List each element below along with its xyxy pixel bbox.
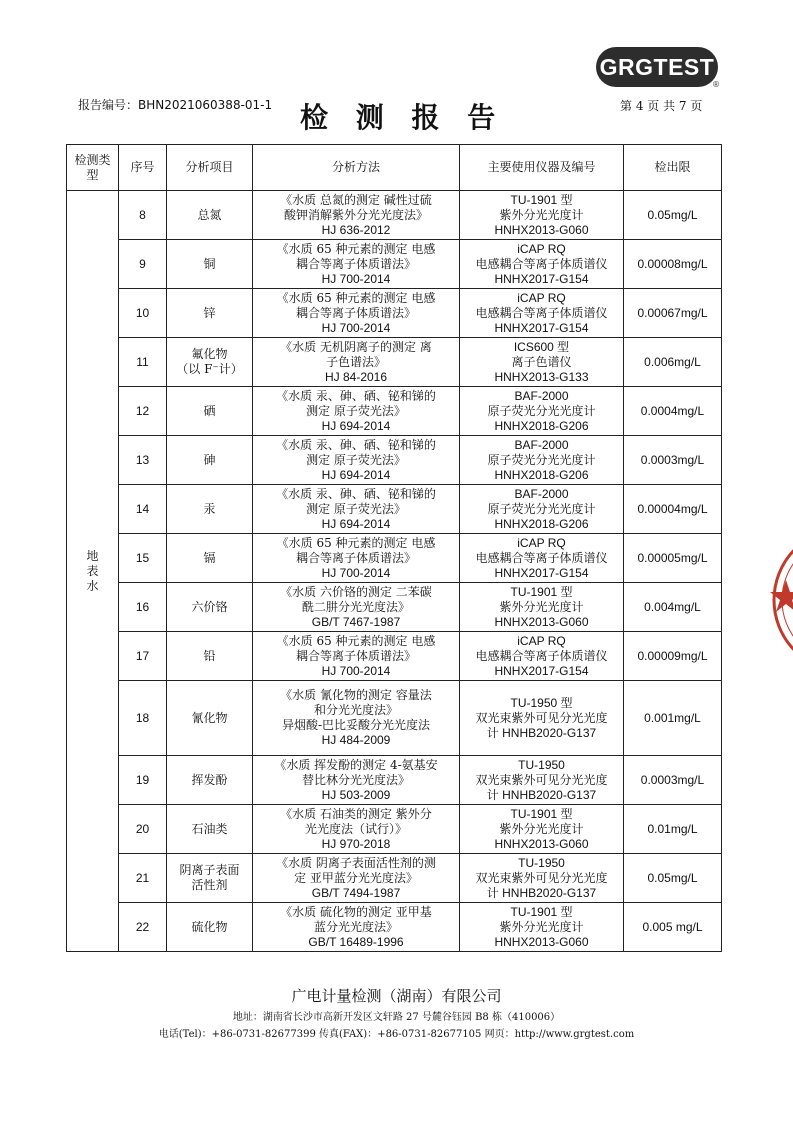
table-row: [67, 338, 722, 387]
instrument-info: [460, 681, 624, 756]
instrument-info: [460, 805, 624, 854]
instrument-id: HNHX2013-G133: [494, 369, 589, 384]
instrument-name: 电感耦合等离子体质谱仪: [475, 305, 608, 320]
instrument-id: HNHX2017-G154: [494, 271, 589, 286]
instrument-model: TU-1901 型: [510, 904, 573, 919]
instrument-name: 紫外分光光度计: [499, 599, 584, 614]
analysis-item: [167, 681, 253, 756]
analysis-method: [253, 485, 460, 534]
instrument-id: HNHX2018-G206: [494, 467, 589, 482]
analysis-method: [253, 632, 460, 681]
instrument-info: [460, 583, 624, 632]
instrument-id: HNHX2013-G060: [494, 934, 589, 949]
item-name: 汞: [203, 501, 216, 516]
table-row: [67, 854, 722, 903]
analysis-item: [167, 289, 253, 338]
item-name: 氰化物: [191, 710, 228, 725]
seal-icon: [766, 530, 793, 670]
instrument-id: HNHX2017-G154: [494, 663, 589, 678]
analysis-method: [253, 240, 460, 289]
instrument-model: TU-1901 型: [510, 806, 573, 821]
item-name-note: 活性剂: [191, 878, 228, 892]
analysis-item: [167, 854, 253, 903]
item-name: 砷: [203, 452, 216, 467]
method-line: HJ 700-2014: [321, 565, 391, 580]
detection-limit: 0.01mg/L: [624, 805, 722, 854]
instrument-name: 电感耦合等离子体质谱仪: [475, 550, 608, 565]
table-row: [67, 387, 722, 436]
instrument-model: iCAP RQ: [517, 241, 566, 256]
analysis-item: [167, 240, 253, 289]
method-standard: HJ 484-2009: [321, 733, 391, 747]
analysis-method: [253, 191, 460, 240]
instrument-info: [460, 338, 624, 387]
method-line: 和分光光度法》: [313, 703, 398, 717]
method-line: HJ 700-2014: [321, 663, 391, 678]
method-line: 定 亚甲蓝分光光度法》: [294, 870, 418, 885]
method-line: 《水质 硫化物的测定 亚甲基: [280, 904, 432, 919]
method-line: GB/T 7494-1987: [311, 885, 401, 900]
method-line: 《水质 挥发酚的测定 4-氨基安: [274, 757, 438, 772]
method-line: 《水质 65 种元素的测定 电感: [276, 241, 436, 256]
row-number: 17: [119, 632, 167, 681]
instrument-name: 双光束紫外可见分光光度: [475, 772, 608, 787]
analysis-method: [253, 338, 460, 387]
item-name: 硒: [203, 403, 216, 418]
analysis-item: [167, 805, 253, 854]
analysis-item: [167, 485, 253, 534]
item-name: 铅: [203, 648, 216, 663]
header-item: 分析项目: [167, 145, 253, 191]
method-line: 酰二肼分光光度法》: [301, 599, 410, 614]
method-line: GB/T 7467-1987: [311, 614, 401, 629]
item-name: 石油类: [191, 821, 228, 836]
detection-limit: 0.00067mg/L: [624, 289, 722, 338]
analysis-item: [167, 583, 253, 632]
method-line: 《水质 总氮的测定 碱性过硫: [280, 192, 432, 207]
header-index: 序号: [119, 145, 167, 191]
item-name: 六价铬: [191, 599, 228, 614]
instrument-model: TU-1950: [518, 757, 565, 772]
analysis-item: [167, 436, 253, 485]
table-row: [67, 485, 722, 534]
company-name: 广电计量检测（湖南）有限公司: [291, 987, 502, 1005]
instrument-name: 离子色谱仪: [511, 354, 572, 369]
instrument-name: 原子荧光分光光度计: [487, 501, 596, 516]
instrument-model: TU-1950 型: [510, 695, 573, 710]
detection-limit: 0.00005mg/L: [624, 534, 722, 583]
instrument-info: [460, 436, 624, 485]
instrument-name: 原子荧光分光光度计: [487, 403, 596, 418]
row-number: 10: [119, 289, 167, 338]
instrument-id: HNHX2018-G206: [494, 516, 589, 531]
instrument-info: [460, 289, 624, 338]
method-line: 《水质 65 种元素的测定 电感: [276, 290, 436, 305]
method-line: 《水质 氰化物的测定 容量法: [280, 688, 432, 702]
analysis-method: [253, 436, 460, 485]
instrument-id: HNHX2013-G060: [494, 836, 589, 851]
instrument-info: [460, 756, 624, 805]
table-body: [67, 191, 722, 952]
analysis-item: [167, 534, 253, 583]
row-number: 8: [119, 191, 167, 240]
table-row: [67, 756, 722, 805]
page-indicator: 第 4 页 共 7 页: [620, 99, 703, 113]
analysis-item: [167, 632, 253, 681]
item-name: 铜: [203, 256, 216, 271]
row-number: 21: [119, 854, 167, 903]
detection-limit: 0.005 mg/L: [624, 903, 722, 952]
method-line: 《水质 汞、砷、硒、铋和锑的: [276, 437, 436, 452]
table-row: [67, 903, 722, 952]
instrument-model: TU-1901 型: [510, 584, 573, 599]
table-row: [67, 632, 722, 681]
detection-limit: 0.00009mg/L: [624, 632, 722, 681]
instrument-id: HNHX2013-G060: [494, 614, 589, 629]
table-row: [67, 681, 722, 756]
analysis-method: [253, 854, 460, 903]
instrument-info: [460, 485, 624, 534]
instrument-id: 计 HNHB2020-G137: [486, 885, 597, 900]
instrument-id: HNHX2017-G154: [494, 565, 589, 580]
header-limit: 检出限: [624, 145, 722, 191]
instrument-info: [460, 240, 624, 289]
method-line: 酸钾消解紫外分光光度法》: [283, 207, 428, 222]
instrument-model: iCAP RQ: [517, 535, 566, 550]
item-name: 总氮: [197, 207, 222, 222]
instrument-model: TU-1901 型: [510, 192, 573, 207]
method-line: 《水质 阴离子表面活性剂的测: [276, 855, 436, 870]
analysis-method: [253, 534, 460, 583]
analysis-method: [253, 805, 460, 854]
method-line: 《水质 汞、砷、硒、铋和锑的: [276, 388, 436, 403]
table-row: [67, 534, 722, 583]
row-number: 16: [119, 583, 167, 632]
official-seal-fragment: [766, 530, 793, 670]
table-row: [67, 805, 722, 854]
row-number: 11: [119, 338, 167, 387]
header-method: 分析方法: [253, 145, 460, 191]
item-name: 氟化物: [191, 347, 228, 361]
instrument-model: iCAP RQ: [517, 633, 566, 648]
page-title: 检 测 报 告: [300, 101, 505, 134]
company-address: 地址：湖南省长沙市高新开发区文轩路 27 号麓谷钰园 B8 栋（410006）: [232, 1012, 561, 1023]
instrument-info: [460, 534, 624, 583]
method-line: HJ 694-2014: [321, 467, 391, 482]
instrument-id: 计 HNHB2020-G137: [486, 787, 597, 802]
instrument-model: BAF-2000: [514, 437, 569, 452]
company-contact: 电话(Tel)：+86-0731-82677399 传真(FAX)：+86-0731-82677105 网页：http://www.grgtest.com: [158, 1029, 635, 1040]
method-line: 《水质 无机阴离子的测定 离: [280, 339, 432, 354]
instrument-name: 双光束紫外可见分光光度: [475, 870, 608, 885]
method-line: 《水质 65 种元素的测定 电感: [276, 633, 436, 648]
method-line: HJ 84-2016: [324, 369, 388, 384]
method-line: 《水质 汞、砷、硒、铋和锑的: [276, 486, 436, 501]
category-cell: [67, 191, 119, 952]
item-name: 镉: [203, 550, 216, 565]
detection-limit: 0.0003mg/L: [624, 756, 722, 805]
instrument-name: 紫外分光光度计: [499, 821, 584, 836]
analysis-item: [167, 756, 253, 805]
company-logo: GRGTEST: [596, 47, 718, 87]
method-line: 《水质 六价铬的测定 二苯碳: [280, 584, 432, 599]
registered-mark: ®: [712, 80, 720, 89]
instrument-model: BAF-2000: [514, 388, 569, 403]
row-number: 13: [119, 436, 167, 485]
table-header-row: [67, 145, 722, 191]
header-instrument: 主要使用仪器及编号: [460, 145, 624, 191]
header-category: 检测类型: [67, 145, 119, 191]
detection-limit: 0.001mg/L: [624, 681, 722, 756]
instrument-name: 电感耦合等离子体质谱仪: [475, 256, 608, 271]
instrument-info: [460, 854, 624, 903]
method-line: HJ 694-2014: [321, 516, 391, 531]
detection-limit: 0.0003mg/L: [624, 436, 722, 485]
method-line: 蓝分光光度法》: [313, 919, 398, 934]
analysis-method: [253, 387, 460, 436]
row-number: 15: [119, 534, 167, 583]
row-number: 12: [119, 387, 167, 436]
method-line: HJ 694-2014: [321, 418, 391, 433]
method-line: GB/T 16489-1996: [308, 934, 404, 949]
instrument-name: 紫外分光光度计: [499, 207, 584, 222]
item-name: 锌: [203, 305, 216, 320]
analysis-method: [253, 583, 460, 632]
row-number: 14: [119, 485, 167, 534]
detection-limit: 0.00008mg/L: [624, 240, 722, 289]
test-method-table: [66, 144, 722, 952]
method-line: 替比林分光光度法》: [301, 772, 410, 787]
row-number: 9: [119, 240, 167, 289]
method-line: 耦合等离子体质谱法》: [295, 550, 416, 565]
analysis-item: [167, 338, 253, 387]
row-number: 19: [119, 756, 167, 805]
detection-limit: 0.0004mg/L: [624, 387, 722, 436]
method-line: 子色谱法》: [325, 354, 386, 369]
detection-limit: 0.00004mg/L: [624, 485, 722, 534]
instrument-name: 双光束紫外可见分光光度: [475, 710, 608, 725]
instrument-model: BAF-2000: [514, 486, 569, 501]
instrument-name: 原子荧光分光光度计: [487, 452, 596, 467]
item-name-note: （以 F⁻计）: [176, 362, 243, 376]
detection-limit: 0.05mg/L: [624, 191, 722, 240]
instrument-model: iCAP RQ: [517, 290, 566, 305]
method-line: 测定 原子荧光法》: [306, 501, 406, 516]
instrument-id: HNHX2017-G154: [494, 320, 589, 335]
method-line: 耦合等离子体质谱法》: [295, 648, 416, 663]
method-line: 耦合等离子体质谱法》: [295, 305, 416, 320]
analysis-method: [253, 903, 460, 952]
table-row: [67, 436, 722, 485]
instrument-name: 紫外分光光度计: [499, 919, 584, 934]
instrument-info: [460, 632, 624, 681]
method-line: HJ 700-2014: [321, 320, 391, 335]
analysis-method: [253, 681, 460, 756]
method-line: HJ 503-2009: [321, 787, 391, 802]
method-line: 测定 原子荧光法》: [306, 452, 406, 467]
detection-limit: 0.05mg/L: [624, 854, 722, 903]
method-line: HJ 636-2012: [321, 222, 391, 237]
method-line: 光光度法（试行）》: [304, 821, 407, 836]
category-label: 地表水: [86, 548, 99, 593]
instrument-name: 电感耦合等离子体质谱仪: [475, 648, 608, 663]
analysis-item: [167, 387, 253, 436]
instrument-info: [460, 387, 624, 436]
item-name: 阴离子表面: [179, 863, 240, 877]
table-row: [67, 583, 722, 632]
detection-limit: 0.004mg/L: [624, 583, 722, 632]
instrument-id: 计 HNHB2020-G137: [486, 725, 597, 740]
analysis-item: [167, 191, 253, 240]
analysis-item: [167, 903, 253, 952]
row-number: 20: [119, 805, 167, 854]
instrument-info: [460, 903, 624, 952]
instrument-id: HNHX2018-G206: [494, 418, 589, 433]
instrument-info: [460, 191, 624, 240]
method-line: 耦合等离子体质谱法》: [295, 256, 416, 271]
analysis-method: [253, 289, 460, 338]
row-number: 22: [119, 903, 167, 952]
method-line: HJ 700-2014: [321, 271, 391, 286]
row-number: 18: [119, 681, 167, 756]
item-name: 硫化物: [191, 919, 228, 934]
method-line: 异烟酸-巴比妥酸分光光度法: [281, 718, 431, 732]
item-name: 挥发酚: [191, 772, 228, 787]
instrument-model: TU-1950: [518, 855, 565, 870]
instrument-model: ICS600 型: [513, 339, 570, 354]
report-number: 报告编号：BHN2021060388-01-1: [78, 98, 273, 112]
table-row: [67, 289, 722, 338]
table-row: [67, 240, 722, 289]
analysis-method: [253, 756, 460, 805]
method-line: 《水质 石油类的测定 紫外分: [280, 806, 432, 821]
table-row: [67, 191, 722, 240]
detection-limit: 0.006mg/L: [624, 338, 722, 387]
instrument-id: HNHX2013-G060: [494, 222, 589, 237]
method-line: 测定 原子荧光法》: [306, 403, 406, 418]
method-line: 《水质 65 种元素的测定 电感: [276, 535, 436, 550]
method-line: HJ 970-2018: [321, 836, 391, 851]
